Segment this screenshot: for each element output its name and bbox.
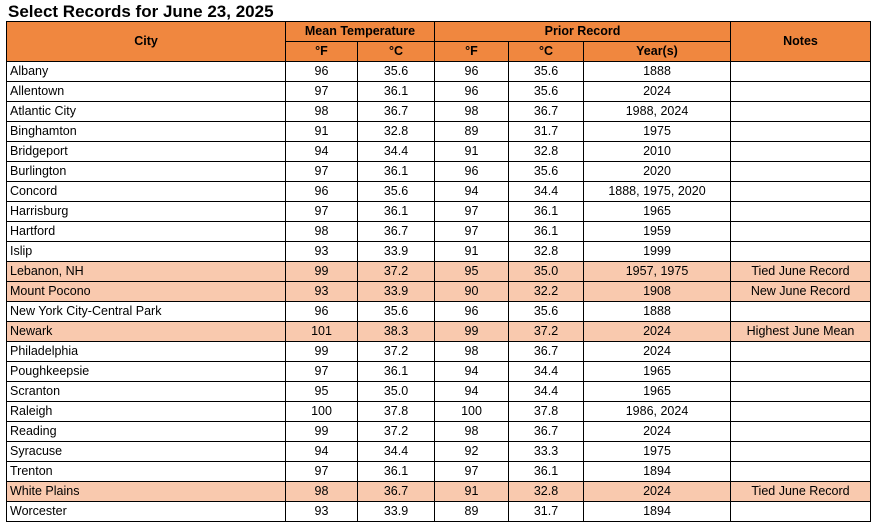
notes-cell — [731, 422, 871, 442]
mean-f-cell: 98 — [286, 482, 358, 502]
prior-c-cell: 36.1 — [509, 222, 584, 242]
years-cell: 1894 — [584, 462, 731, 482]
table-row — [7, 422, 871, 442]
prior-f-cell: 98 — [435, 422, 509, 442]
notes-cell: New June Record — [731, 282, 871, 302]
mean-f-cell: 91 — [286, 122, 358, 142]
years-cell: 1988, 2024 — [584, 102, 731, 122]
mean-c-cell: 34.4 — [358, 442, 435, 462]
mean-c-cell: 36.1 — [358, 462, 435, 482]
mean-f-cell: 97 — [286, 362, 358, 382]
notes-cell — [731, 362, 871, 382]
prior-c-cell: 32.8 — [509, 242, 584, 262]
prior-f-cell: 97 — [435, 462, 509, 482]
mean-c-cell: 37.8 — [358, 402, 435, 422]
prior-c-cell: 35.6 — [509, 162, 584, 182]
prior-c-cell: 31.7 — [509, 122, 584, 142]
city-cell: Trenton — [7, 462, 286, 482]
prior-f-cell: 96 — [435, 62, 509, 82]
header-city: City — [7, 22, 286, 62]
notes-cell — [731, 162, 871, 182]
city-cell: Scranton — [7, 382, 286, 402]
mean-c-cell: 35.6 — [358, 302, 435, 322]
subheader-mean-c: °C — [358, 42, 435, 62]
notes-cell — [731, 462, 871, 482]
table-row — [7, 242, 871, 262]
notes-cell — [731, 62, 871, 82]
mean-f-cell: 100 — [286, 402, 358, 422]
mean-c-cell: 33.9 — [358, 502, 435, 522]
prior-c-cell: 31.7 — [509, 502, 584, 522]
prior-f-cell: 94 — [435, 382, 509, 402]
notes-cell — [731, 122, 871, 142]
prior-c-cell: 36.7 — [509, 102, 584, 122]
table-row — [7, 382, 871, 402]
notes-cell — [731, 442, 871, 462]
prior-c-cell: 37.8 — [509, 402, 584, 422]
city-cell: Albany — [7, 62, 286, 82]
city-cell: Poughkeepsie — [7, 362, 286, 382]
city-cell: Philadelphia — [7, 342, 286, 362]
prior-c-cell: 35.6 — [509, 62, 584, 82]
mean-c-cell: 36.7 — [358, 102, 435, 122]
mean-f-cell: 93 — [286, 242, 358, 262]
mean-f-cell: 101 — [286, 322, 358, 342]
prior-f-cell: 99 — [435, 322, 509, 342]
prior-f-cell: 96 — [435, 162, 509, 182]
table-row — [7, 142, 871, 162]
prior-c-cell: 37.2 — [509, 322, 584, 342]
years-cell: 1999 — [584, 242, 731, 262]
city-cell: Mount Pocono — [7, 282, 286, 302]
prior-f-cell: 90 — [435, 282, 509, 302]
prior-f-cell: 89 — [435, 502, 509, 522]
years-cell: 2024 — [584, 342, 731, 362]
city-cell: White Plains — [7, 482, 286, 502]
table-body — [7, 62, 871, 522]
mean-f-cell: 99 — [286, 262, 358, 282]
mean-f-cell: 94 — [286, 442, 358, 462]
mean-c-cell: 32.8 — [358, 122, 435, 142]
table-row — [7, 262, 871, 282]
years-cell: 2010 — [584, 142, 731, 162]
prior-c-cell: 32.8 — [509, 142, 584, 162]
city-cell: Hartford — [7, 222, 286, 242]
table-row — [7, 122, 871, 142]
notes-cell — [731, 142, 871, 162]
notes-cell — [731, 382, 871, 402]
years-cell: 1986, 2024 — [584, 402, 731, 422]
mean-c-cell: 36.7 — [358, 482, 435, 502]
notes-cell — [731, 302, 871, 322]
years-cell: 1894 — [584, 502, 731, 522]
prior-c-cell: 35.6 — [509, 302, 584, 322]
city-cell: Concord — [7, 182, 286, 202]
mean-f-cell: 99 — [286, 422, 358, 442]
mean-f-cell: 94 — [286, 142, 358, 162]
mean-c-cell: 37.2 — [358, 342, 435, 362]
notes-cell — [731, 82, 871, 102]
prior-c-cell: 36.7 — [509, 342, 584, 362]
table-row — [7, 82, 871, 102]
table-row — [7, 342, 871, 362]
city-cell: Reading — [7, 422, 286, 442]
prior-c-cell: 32.8 — [509, 482, 584, 502]
prior-f-cell: 98 — [435, 102, 509, 122]
table-row — [7, 322, 871, 342]
mean-c-cell: 35.6 — [358, 62, 435, 82]
mean-c-cell: 36.7 — [358, 222, 435, 242]
prior-f-cell: 89 — [435, 122, 509, 142]
city-cell: Raleigh — [7, 402, 286, 422]
prior-f-cell: 97 — [435, 222, 509, 242]
city-cell: Atlantic City — [7, 102, 286, 122]
mean-f-cell: 98 — [286, 102, 358, 122]
notes-cell — [731, 402, 871, 422]
years-cell: 2020 — [584, 162, 731, 182]
prior-f-cell: 95 — [435, 262, 509, 282]
page-title: Select Records for June 23, 2025 — [8, 2, 274, 21]
table-row — [7, 182, 871, 202]
city-cell: Burlington — [7, 162, 286, 182]
table-row — [7, 442, 871, 462]
mean-f-cell: 95 — [286, 382, 358, 402]
mean-c-cell: 37.2 — [358, 262, 435, 282]
mean-f-cell: 97 — [286, 82, 358, 102]
city-cell: Bridgeport — [7, 142, 286, 162]
mean-c-cell: 38.3 — [358, 322, 435, 342]
prior-f-cell: 92 — [435, 442, 509, 462]
table-row — [7, 362, 871, 382]
years-cell: 1975 — [584, 442, 731, 462]
header-row — [7, 22, 871, 42]
notes-cell: Tied June Record — [731, 482, 871, 502]
notes-cell — [731, 342, 871, 362]
notes-cell — [731, 202, 871, 222]
table-row — [7, 162, 871, 182]
table-row — [7, 502, 871, 522]
mean-c-cell: 35.6 — [358, 182, 435, 202]
records-table — [6, 21, 871, 522]
prior-c-cell: 34.4 — [509, 182, 584, 202]
years-cell: 1965 — [584, 202, 731, 222]
prior-f-cell: 98 — [435, 342, 509, 362]
mean-c-cell: 35.0 — [358, 382, 435, 402]
mean-c-cell: 36.1 — [358, 162, 435, 182]
years-cell: 1957, 1975 — [584, 262, 731, 282]
years-cell: 1888, 1975, 2020 — [584, 182, 731, 202]
prior-c-cell: 36.1 — [509, 202, 584, 222]
years-cell: 1888 — [584, 302, 731, 322]
years-cell: 2024 — [584, 82, 731, 102]
mean-c-cell: 33.9 — [358, 282, 435, 302]
city-cell: Harrisburg — [7, 202, 286, 222]
mean-f-cell: 97 — [286, 462, 358, 482]
prior-f-cell: 91 — [435, 242, 509, 262]
prior-c-cell: 35.6 — [509, 82, 584, 102]
prior-f-cell: 91 — [435, 142, 509, 162]
table-row — [7, 62, 871, 82]
mean-f-cell: 96 — [286, 62, 358, 82]
prior-f-cell: 94 — [435, 182, 509, 202]
notes-cell — [731, 102, 871, 122]
years-cell: 2024 — [584, 422, 731, 442]
mean-f-cell: 97 — [286, 162, 358, 182]
mean-f-cell: 97 — [286, 202, 358, 222]
city-cell: Syracuse — [7, 442, 286, 462]
years-cell: 1908 — [584, 282, 731, 302]
subheader-mean-f: °F — [286, 42, 358, 62]
table-row — [7, 482, 871, 502]
city-cell: Newark — [7, 322, 286, 342]
prior-c-cell: 35.0 — [509, 262, 584, 282]
city-cell: Islip — [7, 242, 286, 262]
table-row — [7, 202, 871, 222]
prior-c-cell: 33.3 — [509, 442, 584, 462]
mean-f-cell: 99 — [286, 342, 358, 362]
notes-cell: Highest June Mean — [731, 322, 871, 342]
mean-c-cell: 36.1 — [358, 202, 435, 222]
city-cell: New York City-Central Park — [7, 302, 286, 322]
table-row — [7, 282, 871, 302]
city-cell: Worcester — [7, 502, 286, 522]
notes-cell — [731, 502, 871, 522]
mean-c-cell: 37.2 — [358, 422, 435, 442]
header-notes: Notes — [731, 22, 871, 62]
prior-c-cell: 32.2 — [509, 282, 584, 302]
mean-c-cell: 34.4 — [358, 142, 435, 162]
years-cell: 1965 — [584, 382, 731, 402]
notes-cell: Tied June Record — [731, 262, 871, 282]
notes-cell — [731, 222, 871, 242]
subheader-prior-f: °F — [435, 42, 509, 62]
city-cell: Lebanon, NH — [7, 262, 286, 282]
years-cell: 1888 — [584, 62, 731, 82]
prior-c-cell: 36.1 — [509, 462, 584, 482]
table-row — [7, 102, 871, 122]
mean-f-cell: 93 — [286, 502, 358, 522]
mean-c-cell: 36.1 — [358, 82, 435, 102]
prior-c-cell: 36.7 — [509, 422, 584, 442]
prior-f-cell: 97 — [435, 202, 509, 222]
years-cell: 2024 — [584, 322, 731, 342]
mean-c-cell: 36.1 — [358, 362, 435, 382]
city-cell: Allentown — [7, 82, 286, 102]
years-cell: 2024 — [584, 482, 731, 502]
prior-f-cell: 94 — [435, 362, 509, 382]
prior-f-cell: 96 — [435, 82, 509, 102]
header-prior-record: Prior Record — [435, 22, 731, 42]
table-row — [7, 222, 871, 242]
table-row — [7, 462, 871, 482]
notes-cell — [731, 182, 871, 202]
mean-f-cell: 93 — [286, 282, 358, 302]
prior-c-cell: 34.4 — [509, 382, 584, 402]
prior-f-cell: 100 — [435, 402, 509, 422]
years-cell: 1975 — [584, 122, 731, 142]
header-mean-temperature: Mean Temperature — [286, 22, 435, 42]
mean-f-cell: 98 — [286, 222, 358, 242]
subheader-prior-c: °C — [509, 42, 584, 62]
years-cell: 1965 — [584, 362, 731, 382]
city-cell: Binghamton — [7, 122, 286, 142]
table-row — [7, 402, 871, 422]
mean-f-cell: 96 — [286, 182, 358, 202]
prior-f-cell: 91 — [435, 482, 509, 502]
years-cell: 1959 — [584, 222, 731, 242]
mean-f-cell: 96 — [286, 302, 358, 322]
prior-c-cell: 34.4 — [509, 362, 584, 382]
mean-c-cell: 33.9 — [358, 242, 435, 262]
notes-cell — [731, 242, 871, 262]
prior-f-cell: 96 — [435, 302, 509, 322]
subheader-years: Year(s) — [584, 42, 731, 62]
table-row — [7, 302, 871, 322]
